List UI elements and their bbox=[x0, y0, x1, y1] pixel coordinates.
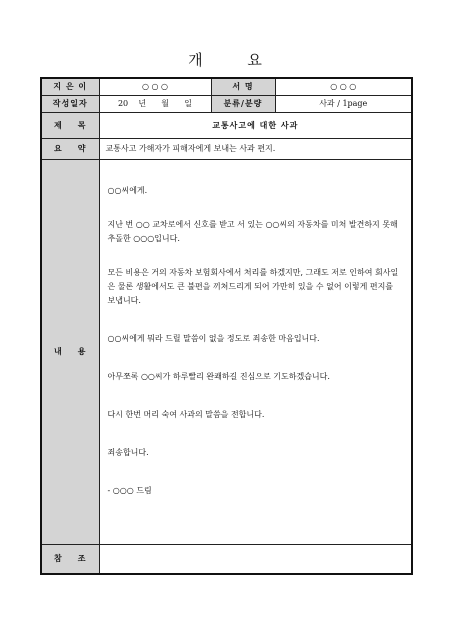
author-row bbox=[41, 78, 412, 95]
author-value: ○ ○ ○ bbox=[99, 78, 211, 95]
content-label: 내 용 bbox=[41, 159, 99, 544]
content-paragraph: 죄송합니다. bbox=[107, 447, 149, 457]
summary-label: 요 약 bbox=[41, 138, 99, 159]
subject-value: 교통사고에 대한 사과 bbox=[99, 112, 412, 138]
summary-row bbox=[41, 138, 412, 159]
content-row bbox=[41, 159, 412, 544]
document-title: 개 요 bbox=[188, 51, 282, 69]
content-body bbox=[99, 159, 412, 544]
summary-value: 교통사고 가해자가 피해자에게 보내는 사과 편지. bbox=[99, 138, 412, 159]
signature-label: 서 명 bbox=[211, 78, 275, 95]
subject-label: 제 목 bbox=[41, 112, 99, 138]
reference-row bbox=[41, 544, 412, 574]
overview-form-table bbox=[40, 77, 413, 575]
date-label: 작성일자 bbox=[41, 95, 99, 112]
category-label: 분류/분량 bbox=[211, 95, 275, 112]
content-paragraph: 아무쪼록 ○○씨가 하루빨리 완쾌하길 진심으로 기도하겠습니다. bbox=[107, 371, 330, 381]
date-value: 20 년 월 일 bbox=[99, 95, 211, 112]
date-row bbox=[41, 95, 412, 112]
content-paragraph: 모든 비용은 거의 자동차 보험회사에서 처리를 하겠지만, 그래도 저로 인하여 회사일은 물론 생활에서도 큰 불편을 끼쳐드리게 되어 가만히 있을 수 없어 이렇게 편지를 보냅니다. bbox=[107, 267, 399, 305]
category-value: 사과 / 1page bbox=[275, 95, 412, 112]
content-paragraph: ○○씨에게 뭐라 드릴 말씀이 없을 정도로 죄송한 마음입니다. bbox=[107, 333, 320, 343]
content-paragraph: 지난 번 ○○ 교차로에서 신호를 받고 서 있는 ○○씨의 자동차를 미처 발견하지 못해 추돌한 ○○○입니다. bbox=[107, 219, 398, 243]
content-paragraph: 다시 한번 머리 숙여 사과의 말씀을 전합니다. bbox=[107, 409, 265, 419]
subject-row bbox=[41, 112, 412, 138]
content-paragraph: ○○씨에게. bbox=[107, 185, 148, 195]
reference-label: 참 조 bbox=[41, 544, 99, 574]
content-paragraph: - ○○○ 드림 bbox=[107, 485, 152, 495]
author-label: 지 은 이 bbox=[41, 78, 99, 95]
reference-value bbox=[99, 544, 412, 574]
signature-value: ○ ○ ○ bbox=[275, 78, 412, 95]
